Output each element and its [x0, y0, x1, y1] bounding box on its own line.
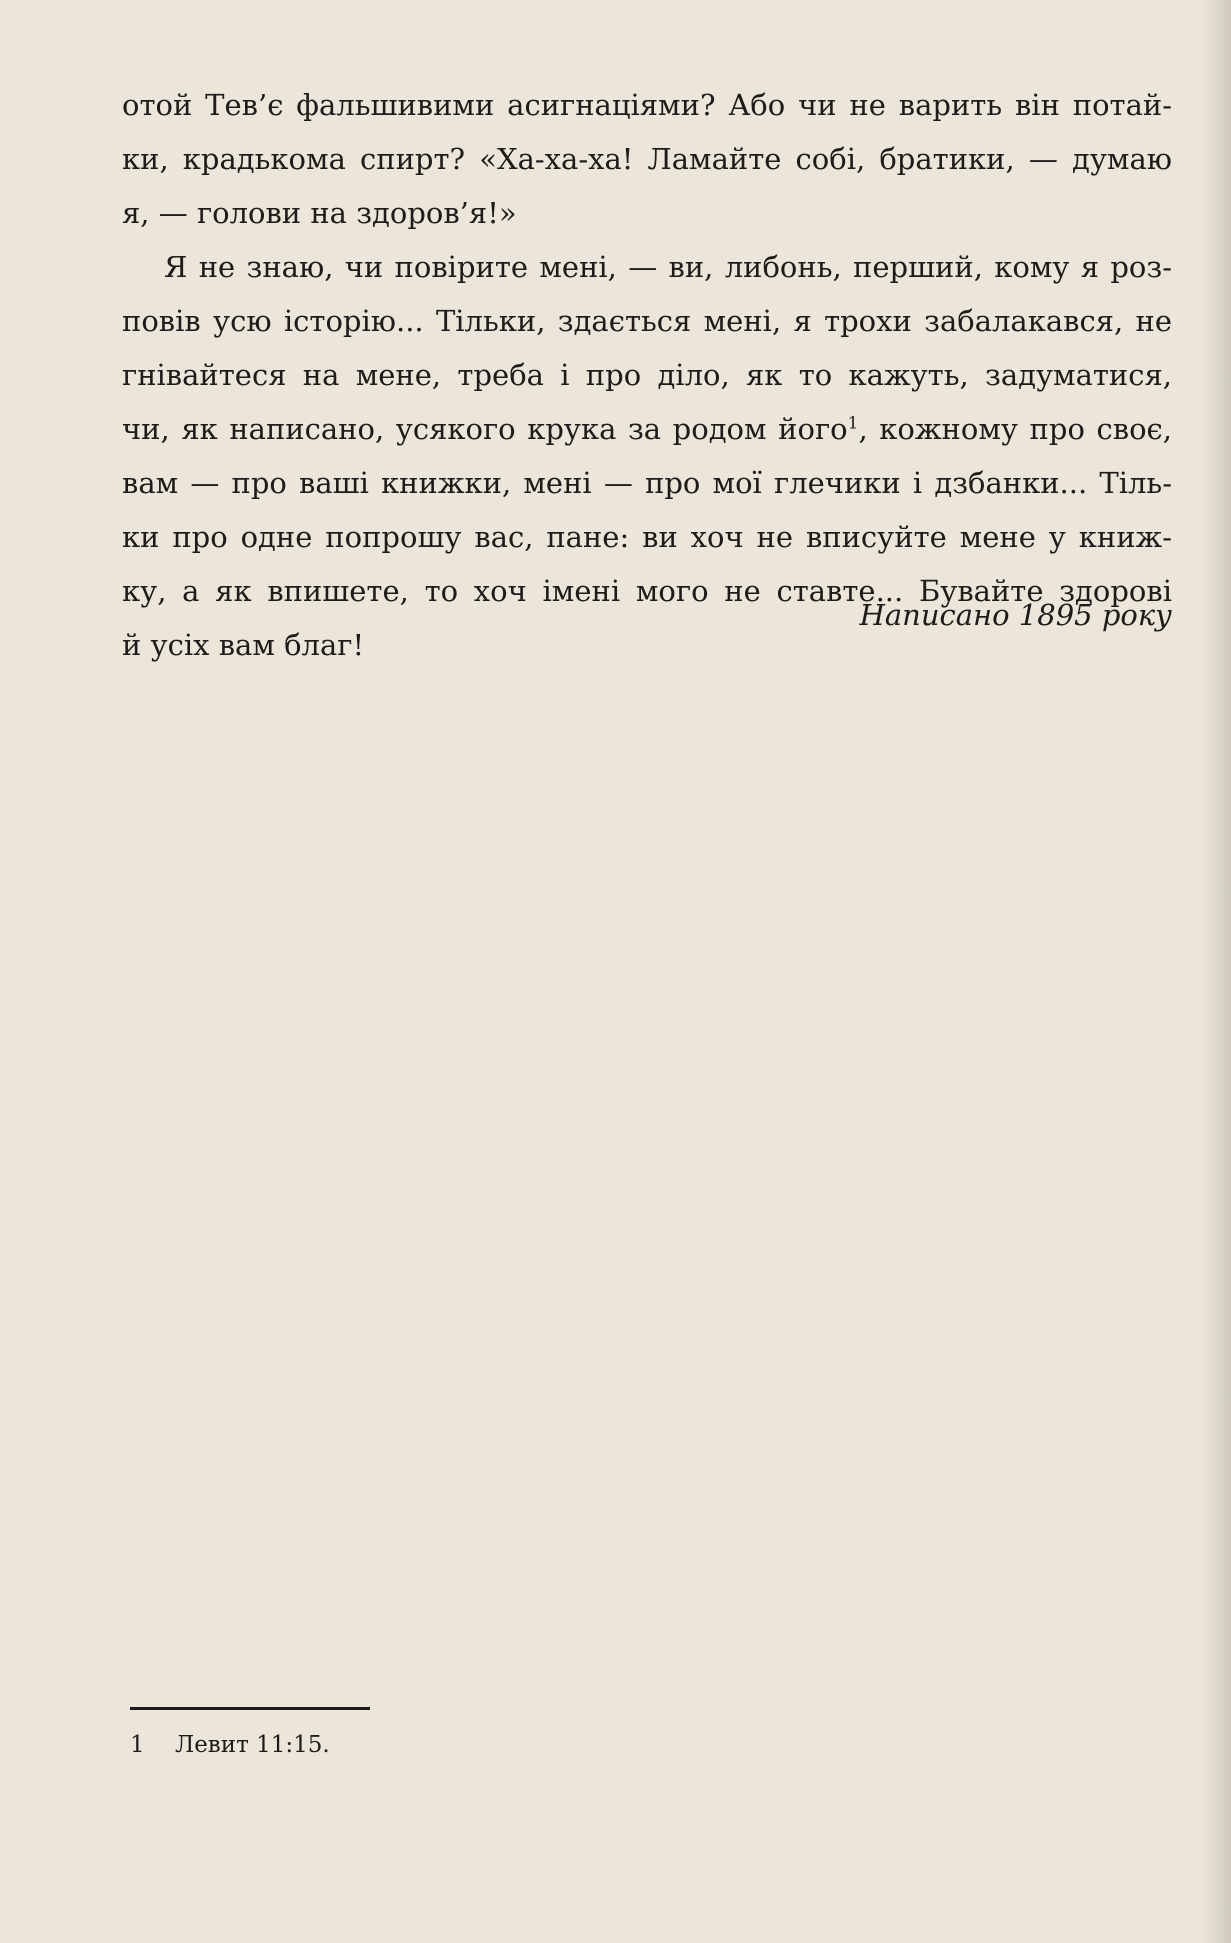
text-line-part: , кожному про своє, [858, 412, 1172, 446]
date-signature: Написано 1895 року [859, 598, 1172, 632]
text-line: отой Тев’є фальшивими асигнаціями? Або чи не варить він потай- [122, 88, 1172, 122]
text-line [122, 402, 1172, 456]
footnote-divider [130, 1707, 370, 1710]
text-line: ку, а як впишете, то хоч імені мого не ставте... Бувайте здорові [122, 574, 1172, 608]
footnote-reference[interactable]: 1 [847, 413, 859, 434]
text-line: гнівайтеся на мене, треба і про діло, як то кажуть, задуматися, [122, 358, 1172, 392]
text-line: Я не знаю, чи повірите мені, — ви, либонь, перший, кому я роз- [164, 250, 1172, 284]
text-line: вам — про ваші книжки, мені — про мої глечики і дзбанки... Тіль- [122, 466, 1172, 500]
body-text [122, 78, 1172, 672]
text-line: й усіх вам благ! [122, 628, 365, 662]
text-line: ки, крадькома спирт? «Ха-ха-ха! Ламайте собі, братики, — думаю [122, 142, 1172, 176]
text-line-part: чи, як написано, усякого крука за родом його [122, 412, 848, 446]
text-line: повів усю історію... Тільки, здається мені, я трохи забалакався, не [122, 304, 1172, 338]
footnote [130, 1728, 330, 1762]
page-edge-shadow [1203, 0, 1231, 1943]
footnote-text: Левит 11:15. [175, 1732, 330, 1758]
footnote-number: 1 [130, 1732, 145, 1758]
text-line: я, — голови на здоров’я!» [122, 196, 517, 230]
text-line: ки про одне попрошу вас, пане: ви хоч не вписуйте мене у книж- [122, 520, 1172, 554]
